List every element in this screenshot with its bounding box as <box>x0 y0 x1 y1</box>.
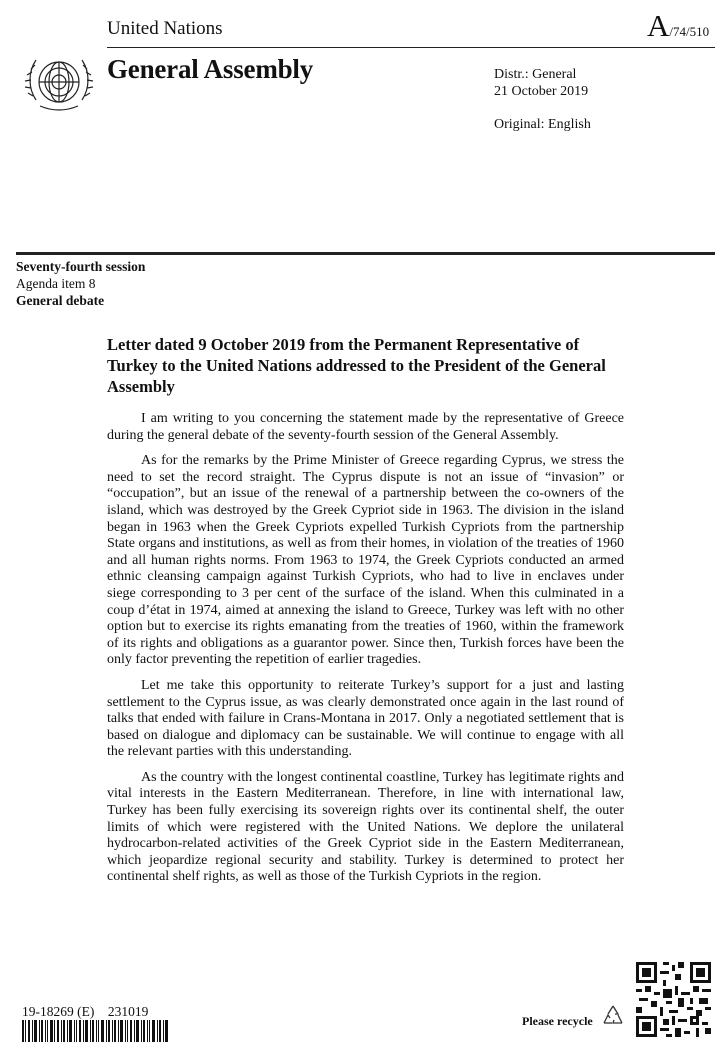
paragraph: Let me take this opportunity to reiterate Turkey’s support for a just and lasting settlement to the Cyprus issue, as was clearly demonstrated once again in the last round of talks that ended with failure in Crans-Montana in 2017. Only a negotiated settlement that is based on dialogue and diplomacy can be sustainable. We will continue to engage with all the relevant parties with this understanding. <box>107 677 624 760</box>
document-number: 19-18269 (E) 231019 <box>22 1004 149 1019</box>
agenda-title: General debate <box>16 293 105 308</box>
document-body <box>107 411 624 895</box>
qr-code-icon <box>636 962 711 1037</box>
distribution: Distr.: General <box>494 67 577 82</box>
organization-name: United Nations <box>107 18 223 39</box>
document-symbol <box>647 10 709 41</box>
body-name: General Assembly <box>107 54 314 84</box>
paragraph: I am writing to you concerning the statement made by the representative of Greece during the general debate of the seventy-fourth session of the General Assembly. <box>107 411 624 443</box>
session-block <box>16 258 145 309</box>
recycle-label: Please recycle <box>522 1014 593 1028</box>
recycle-icon <box>600 1003 626 1029</box>
agenda-item: Agenda item 8 <box>16 276 96 291</box>
symbol-main: A <box>647 8 670 43</box>
section-rule <box>16 252 715 255</box>
original-language: Original: English <box>494 117 591 132</box>
issue-date: 21 October 2019 <box>494 84 589 99</box>
header-rule <box>107 47 715 48</box>
barcode-icon <box>22 1020 168 1042</box>
symbol-suffix: /74/510 <box>669 24 710 39</box>
un-emblem-icon <box>20 52 98 116</box>
distribution-block <box>494 66 588 100</box>
document-title: Letter dated 9 October 2019 from the Permanent Representative of Turkey to the United Nations addressed to the President of the General Assembly <box>107 335 606 396</box>
paragraph: As the country with the longest continental coastline, Turkey has legitimate rights and vital interests in the Eastern Mediterranean. Therefore, in line with international law, Turkey has been fully exercising its sovereign rights over its continental shelf, the outer limits of which were registered with the United Nations. We deplore the unilateral hydrocarbon-related activities of the Greek Cypriot side in the Eastern Mediterranean, which jeopardize regional security and stability. Turkey is determined to protect her continental shelf rights, as well as those of the Turkish Cypriots in the region. <box>107 769 624 885</box>
paragraph: As for the remarks by the Prime Minister of Greece regarding Cyprus, we stress the need to set the record straight. The Cyprus dispute is not an issue of “invasion” or “occupation”, but an issue of the renewal of a partnership between the co-owners of the island, which was destroyed by the Greek Cypriot side in 1963. The division in the island began in 1963 when the Greek Cypriots expelled Turkish Cypriots from the partnership State organs and institutions, as well as from their homes, in violation of the treaties of 1960 and all human rights norms. From 1963 to 1974, the Greek Cypriots conducted an armed ethnic cleansing campaign against Turkish Cypriots, who had to live in enclaves under siege corresponding to 3 per cent of the surface of the island. When this culminated in a coup d’état in 1974, aimed at annexing the island to Greece, Turkey was left with no other option but to exercise its rights emanating from the treaties of 1960, within the framework of its rights and obligations as a guarantor power. Since then, Turkish forces have been the only factor preventing the repetition of earlier tragedies. <box>107 453 624 668</box>
session-name: Seventy-fourth session <box>16 259 146 274</box>
